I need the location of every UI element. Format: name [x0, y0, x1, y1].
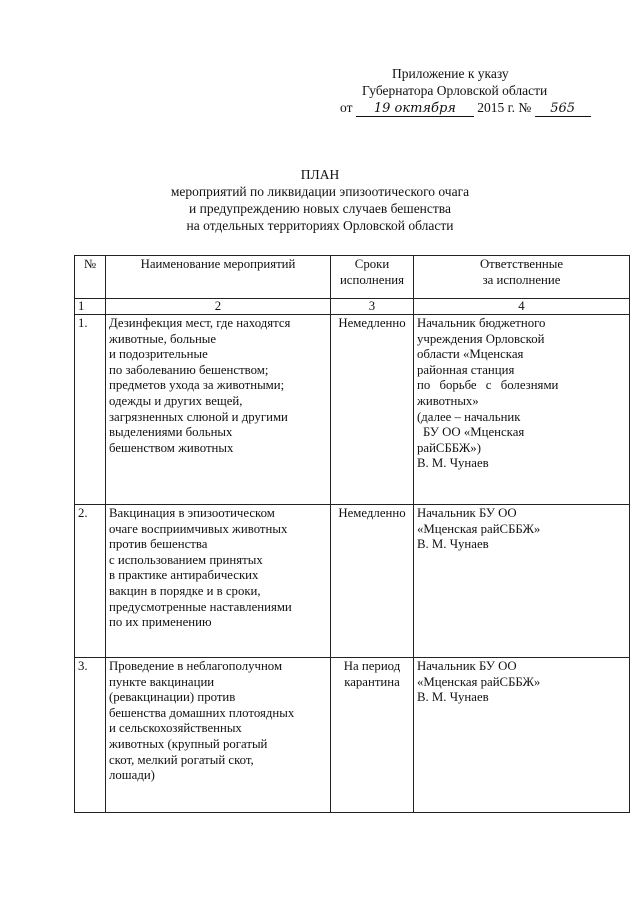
- header-resp-line2: за исполнение: [482, 272, 561, 287]
- title-heading: ПЛАН: [300, 167, 340, 182]
- header-date-line: [340, 99, 630, 117]
- responsible-line: В. М. Чунаев: [417, 690, 489, 705]
- activity-line: Проведение в неблагополучном: [109, 659, 283, 673]
- column-number-row: [75, 299, 630, 315]
- activity-line: и подозрительные: [109, 347, 208, 362]
- document-header: [340, 65, 630, 117]
- row-number: 3.: [75, 658, 106, 813]
- responsible-line: «Мценская райСББЖ»: [417, 521, 541, 536]
- row-term: [331, 658, 414, 813]
- header-term: [331, 256, 414, 299]
- column-number-4: 4: [414, 299, 630, 315]
- title-line-3: на отдельных территориях Орловской области: [186, 218, 454, 233]
- column-number-1: 1: [75, 299, 106, 315]
- activity-line: Вакцинация в эпизоотическом: [109, 506, 275, 520]
- header-term-line2: исполнения: [339, 272, 405, 287]
- activity-line: загрязненных слюной и другими: [109, 409, 288, 424]
- term-line: На период: [343, 659, 401, 673]
- activity-line: очаге восприимчивых животных: [109, 521, 288, 536]
- activity-line: бешенства домашних плотоядных: [109, 705, 295, 720]
- activity-line: в практике антирабических: [109, 568, 259, 583]
- table-header-row: [75, 256, 630, 299]
- plan-table: [74, 255, 630, 813]
- activity-line: животных (крупный рогатый: [109, 736, 268, 751]
- activity-line: и сельскохозяйственных: [109, 721, 242, 736]
- activity-line: (ревакцинации) против: [109, 690, 236, 705]
- activity-line: по заболеванию бешенством;: [109, 362, 269, 377]
- document-title: [0, 166, 640, 234]
- activity-line: животные, больные: [109, 331, 217, 346]
- responsible-line: по борьбе с болезнями: [417, 378, 559, 393]
- activity-line: с использованием принятых: [109, 552, 263, 567]
- title-line-1: мероприятий по ликвидации эпизоотического очага: [170, 184, 470, 199]
- header-responsible: [414, 256, 630, 299]
- row-term: Немедленно: [331, 315, 414, 505]
- activity-line: скот, мелкий рогатый скот,: [109, 752, 254, 767]
- activity-line: одежды и других вещей,: [109, 393, 243, 408]
- header-no: №: [75, 256, 106, 299]
- activity-line: бешенством животных: [109, 440, 234, 455]
- responsible-line: В. М. Чунаев: [417, 456, 489, 471]
- activity-line: Дезинфекция мест, где находятся: [109, 316, 291, 330]
- row-term: Немедленно: [331, 505, 414, 658]
- handwritten-date: 19 октября: [356, 102, 474, 117]
- activity-line: предусмотренные наставлениями: [109, 599, 292, 614]
- activity-line: выделениями больных: [109, 425, 233, 440]
- row-responsible: [414, 505, 630, 658]
- responsible-line: райСББЖ»): [417, 440, 481, 455]
- responsible-line: области «Мценская: [417, 347, 524, 362]
- header-term-line1: Сроки: [354, 257, 390, 271]
- activity-line: предметов ухода за животными;: [109, 378, 285, 393]
- responsible-line: «Мценская райСББЖ»: [417, 674, 541, 689]
- header-name: Наименование мероприятий: [106, 256, 331, 299]
- title-line-2: и предупреждению новых случаев бешенства: [189, 201, 451, 216]
- column-number-2: 2: [106, 299, 331, 315]
- term-line: карантина: [344, 674, 400, 689]
- header-year-no: 2015 г. №: [477, 100, 532, 115]
- row-activity: [106, 505, 331, 658]
- row-responsible: [414, 315, 630, 505]
- responsible-line: районная станция: [417, 362, 515, 377]
- responsible-line: Начальник БУ ОО: [417, 506, 517, 520]
- header-governor-line: Губернатора Орловской области: [362, 83, 548, 98]
- activity-line: против бешенства: [109, 537, 208, 552]
- responsible-line: учреждения Орловской: [417, 331, 545, 346]
- responsible-line: В. М. Чунаев: [417, 537, 489, 552]
- column-number-3: 3: [331, 299, 414, 315]
- responsible-line: Начальник БУ ОО: [417, 659, 517, 673]
- table-row: [75, 315, 630, 505]
- table-row: [75, 505, 630, 658]
- responsible-line: БУ ОО «Мценская: [423, 425, 525, 440]
- header-resp-line1: Ответственные: [479, 257, 564, 271]
- row-number: 2.: [75, 505, 106, 658]
- row-activity: [106, 315, 331, 505]
- table-row: [75, 658, 630, 813]
- activity-line: пункте вакцинации: [109, 674, 215, 689]
- handwritten-number: 565: [535, 102, 591, 117]
- header-appendix-line: Приложение к указу: [392, 66, 509, 81]
- responsible-line: (далее – начальник: [417, 409, 521, 424]
- row-number: 1.: [75, 315, 106, 505]
- responsible-line: животных»: [417, 393, 479, 408]
- responsible-line: Начальник бюджетного: [417, 316, 546, 330]
- activity-line: по их применению: [109, 615, 212, 630]
- row-activity: [106, 658, 331, 813]
- activity-line: лошади): [109, 768, 155, 783]
- row-responsible: [414, 658, 630, 813]
- header-from: от: [340, 100, 353, 115]
- activity-line: вакцин в порядке и в сроки,: [109, 583, 261, 598]
